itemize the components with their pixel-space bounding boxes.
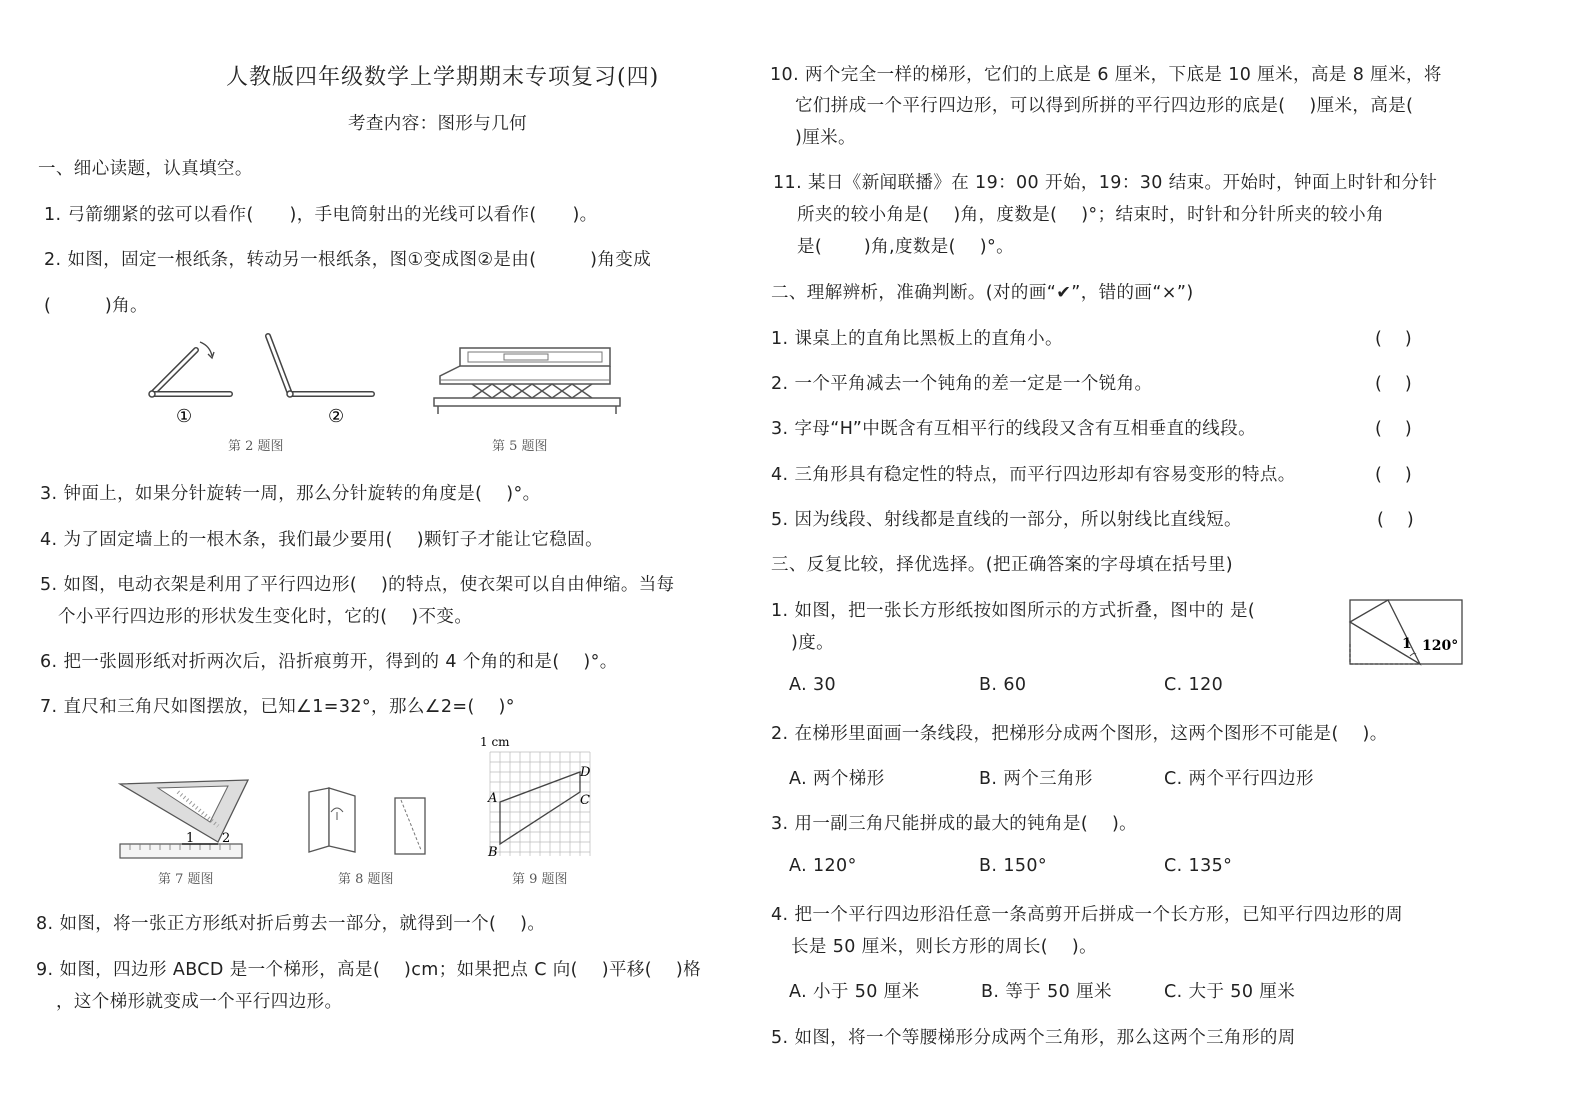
question-1: 1. 弓箭绷紧的弦可以看作( )，手电筒射出的光线可以看作( )。 [44, 205, 598, 225]
judge-item-1: 1. 课桌上的直角比黑板上的直角小。 [771, 329, 1063, 349]
q3-option-b[interactable]: B. 150° [979, 856, 1048, 876]
figure-q2-angles [140, 330, 390, 430]
caption-q7: 第 7 题图 [158, 872, 214, 887]
q1-option-b[interactable]: B. 60 [979, 675, 1027, 695]
point-B: B [488, 845, 498, 860]
question-11-line-2: 所夹的较小角是( )角，度数是( )°；结束时，时针和分针所夹的较小角 [797, 205, 1384, 225]
figure-q7-ruler-triangle [118, 770, 258, 865]
question-9-line-1: 9. 如图，四边形 ABCD 是一个梯形，高是( )cm；如果把点 C 向( )平移( )格 [36, 960, 702, 980]
section-1-heading: 一、细心读题，认真填空。 [38, 159, 253, 179]
q2-option-c[interactable]: C. 两个平行四边形 [1164, 769, 1314, 789]
answer-blank-5[interactable]: ( ) [1377, 510, 1414, 530]
figure-folded-rectangle [1348, 598, 1466, 668]
grid-unit-label: 1 cm [480, 735, 510, 749]
point-A: A [488, 791, 498, 806]
q3-option-c[interactable]: C. 135° [1164, 856, 1233, 876]
question-10-line-1: 10. 两个完全一样的梯形，它们的上底是 6 厘米，下底是 10 厘米，高是 8 厘米，将 [770, 65, 1442, 85]
section-3-heading: 三、反复比较，择优选择。(把正确答案的字母填在括号里) [771, 555, 1233, 575]
point-D: D [580, 765, 591, 780]
question-4: 4. 为了固定墙上的一根木条，我们最少要用( )颗钉子才能让它稳固。 [40, 530, 603, 550]
caption-q5: 第 5 题图 [492, 439, 548, 454]
q2-option-a[interactable]: A. 两个梯形 [789, 769, 885, 789]
q3-option-a[interactable]: A. 120° [789, 856, 857, 876]
figure-label-1: ① [176, 406, 193, 427]
question-8: 8. 如图，将一张正方形纸对折后剪去一部分，就得到一个( )。 [36, 914, 546, 934]
question-11-line-1: 11. 某日《新闻联播》在 19：00 开始，19：30 结束。开始时，钟面上时针和分针 [773, 173, 1438, 193]
q4-option-a[interactable]: A. 小于 50 厘米 [789, 982, 920, 1002]
choice-question-4-line-2: 长是 50 厘米，则长方形的周长( )。 [791, 937, 1098, 957]
question-6: 6. 把一张圆形纸对折两次后，沿折痕剪开，得到的 4 个角的和是( )°。 [40, 652, 618, 672]
caption-q2: 第 2 题图 [228, 439, 284, 454]
fold-angle-label: 1 [1402, 636, 1412, 652]
q2-option-b[interactable]: B. 两个三角形 [979, 769, 1093, 789]
figure-q8-folded-paper [305, 786, 435, 858]
judge-item-3: 3. 字母“H”中既含有互相平行的线段又含有互相垂直的线段。 [771, 419, 1257, 439]
angle-label-1: 1 [186, 831, 195, 846]
choice-question-1-line-2: )度。 [791, 633, 835, 653]
question-9-line-2: ，这个梯形就变成一个平行四边形。 [56, 992, 343, 1012]
answer-blank-4[interactable]: ( ) [1375, 465, 1412, 485]
question-3: 3. 钟面上，如果分针旋转一周，那么分针旋转的角度是( )°。 [40, 484, 541, 504]
q4-option-c[interactable]: C. 大于 50 厘米 [1164, 982, 1296, 1002]
caption-q8: 第 8 题图 [338, 872, 394, 887]
choice-question-5: 5. 如图，将一个等腰梯形分成两个三角形，那么这两个三角形的周 [771, 1028, 1296, 1048]
judge-item-4: 4. 三角形具有稳定性的特点，而平行四边形却有容易变形的特点。 [771, 465, 1296, 485]
question-10-line-2: 它们拼成一个平行四边形，可以得到所拼的平行四边形的底是( )厘米，高是( [795, 96, 1414, 116]
question-7: 7. 直尺和三角尺如图摆放，已知∠1=32°，那么∠2=( )° [40, 697, 515, 717]
question-2-line-2: ( )角。 [44, 296, 148, 316]
choice-question-4-line-1: 4. 把一个平行四边形沿任意一条高剪开后拼成一个长方形，已知平行四边形的周 [771, 905, 1404, 925]
question-10-line-3: )厘米。 [795, 128, 856, 148]
question-2-line-1: 2. 如图，固定一根纸条，转动另一根纸条，图①变成图②是由( )角变成 [44, 250, 652, 270]
caption-q9: 第 9 题图 [512, 872, 568, 887]
answer-blank-1[interactable]: ( ) [1375, 329, 1412, 349]
judge-item-5: 5. 因为线段、射线都是直线的一部分，所以射线比直线短。 [771, 510, 1242, 530]
q1-option-c[interactable]: C. 120 [1164, 675, 1224, 695]
figure-label-2: ② [328, 406, 345, 427]
choice-question-3: 3. 用一副三角尺能拼成的最大的钝角是( )。 [771, 814, 1138, 834]
question-5-line-1: 5. 如图，电动衣架是利用了平行四边形( )的特点，使衣架可以自由伸缩。当每 [40, 575, 675, 595]
figure-q9-grid-trapezoid [476, 732, 606, 862]
question-5-line-2: 个小平行四边形的形状发生变化时，它的( )不变。 [58, 607, 473, 627]
page-subtitle: 考查内容：图形与几何 [348, 114, 527, 134]
point-C: C [580, 793, 590, 808]
question-11-line-3: 是( )角,度数是( )°。 [797, 237, 1015, 257]
answer-blank-2[interactable]: ( ) [1375, 374, 1412, 394]
choice-question-2: 2. 在梯形里面画一条线段，把梯形分成两个图形，这两个图形不可能是( )。 [771, 724, 1388, 744]
angle-label-2: 2 [222, 831, 231, 846]
q1-option-a[interactable]: A. 30 [789, 675, 837, 695]
page-title: 人教版四年级数学上学期期末专项复习(四) [226, 65, 660, 90]
q4-option-b[interactable]: B. 等于 50 厘米 [981, 982, 1112, 1002]
section-2-heading: 二、理解辨析，准确判断。(对的画“✔”，错的画“×”) [771, 283, 1194, 303]
fold-degree-label: 120° [1422, 638, 1459, 654]
judge-item-2: 2. 一个平角减去一个钝角的差一定是一个锐角。 [771, 374, 1153, 394]
choice-question-1-line-1: 1. 如图，把一张长方形纸按如图所示的方式折叠，图中的 是( [771, 601, 1256, 621]
answer-blank-3[interactable]: ( ) [1375, 419, 1412, 439]
figure-q5-clothes-rack [432, 340, 632, 420]
